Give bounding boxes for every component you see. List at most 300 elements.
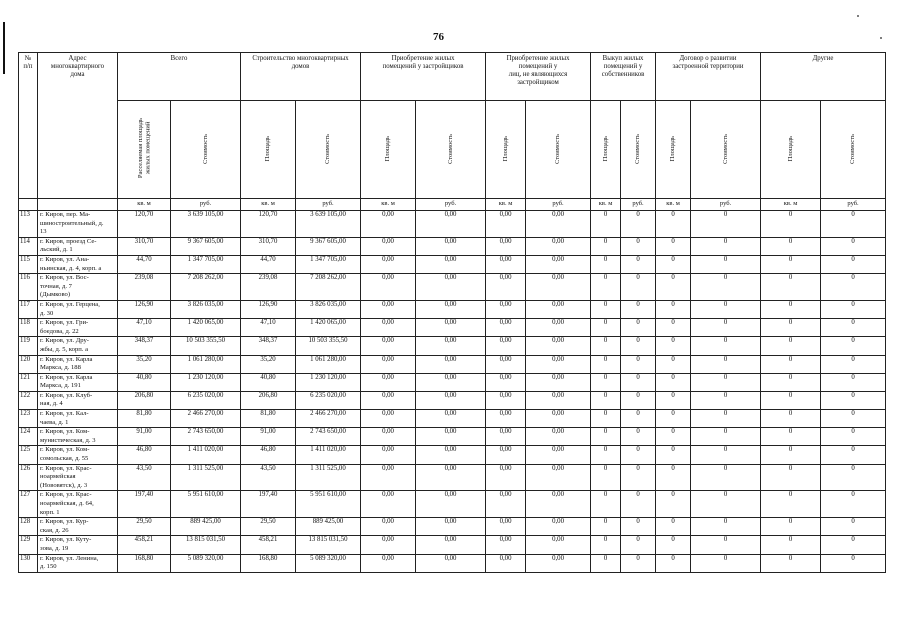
cell-value: 0 — [656, 491, 691, 518]
cell-value: 81,80 — [118, 410, 171, 428]
cell-value: 3 639 105,00 — [296, 211, 361, 238]
cell-value: 0,00 — [416, 300, 486, 318]
cell-value: 91,00 — [118, 428, 171, 446]
cell-value: 0 — [656, 319, 691, 337]
page-number: 76 — [433, 31, 444, 43]
cell-value: 0 — [656, 355, 691, 373]
cell-value: 0,00 — [416, 237, 486, 255]
cell-value: 0 — [621, 391, 656, 409]
cell-value: 5 951 610,00 — [171, 491, 241, 518]
cell-value: 0 — [591, 491, 621, 518]
cell-value: 168,80 — [118, 554, 171, 572]
cell-value: 0,00 — [486, 211, 526, 238]
cell-value: 13 815 031,50 — [296, 536, 361, 554]
cell-value: 0,00 — [416, 274, 486, 301]
cell-value: 0 — [591, 518, 621, 536]
cell-value: 0 — [621, 491, 656, 518]
header-sub-construction-area — [241, 101, 296, 199]
cell-value: 889 425,00 — [171, 518, 241, 536]
cell-value: 0 — [591, 237, 621, 255]
cell-value: 2 743 650,00 — [296, 428, 361, 446]
cell-value: 458,21 — [118, 536, 171, 554]
cell-value: 0 — [656, 274, 691, 301]
cell-value: 0 — [691, 319, 761, 337]
cell-row-number: 129 — [19, 536, 38, 554]
cell-value: 0,00 — [416, 391, 486, 409]
cell-value: 0 — [656, 373, 691, 391]
header-sub-other-cost — [821, 101, 886, 199]
cell-value: 0 — [591, 373, 621, 391]
cell-value: 348,37 — [241, 337, 296, 355]
unit-label: руб. — [821, 199, 886, 211]
cell-value: 0 — [761, 319, 821, 337]
cell-value: 0,00 — [486, 300, 526, 318]
cell-value: 0,00 — [526, 337, 591, 355]
cell-value: 0,00 — [416, 554, 486, 572]
cell-value: 5 089 320,00 — [296, 554, 361, 572]
cell-value: 0,00 — [361, 300, 416, 318]
cell-value: 0,00 — [416, 518, 486, 536]
units-blank — [19, 199, 38, 211]
cell-value: 0 — [821, 410, 886, 428]
cell-value: 889 425,00 — [296, 518, 361, 536]
cell-value: 0 — [761, 211, 821, 238]
cell-value: 0,00 — [361, 391, 416, 409]
header-group-development-agreement: Договор о развитии застроенной территории — [656, 53, 761, 101]
cell-value: 1 311 525,00 — [171, 464, 241, 491]
scan-speck — [880, 37, 882, 39]
cell-address: г. Киров, проезд Се- льский, д. 1 — [38, 237, 118, 255]
cell-value: 0 — [591, 446, 621, 464]
cell-value: 0 — [656, 300, 691, 318]
cell-value: 35,20 — [241, 355, 296, 373]
cell-value: 91,00 — [241, 428, 296, 446]
header-sub-label: Стоимость — [324, 133, 332, 164]
cell-value: 29,50 — [118, 518, 171, 536]
cell-value: 9 367 605,00 — [296, 237, 361, 255]
cell-value: 0,00 — [416, 428, 486, 446]
header-group-non-developer-purchase: Приобретение жилых помещений у лиц, не являющихся застройщиком — [486, 53, 591, 101]
cell-value: 0 — [821, 211, 886, 238]
cell-row-number: 114 — [19, 237, 38, 255]
cell-value: 0 — [761, 536, 821, 554]
cell-row-number: 124 — [19, 428, 38, 446]
cell-value: 0,00 — [526, 255, 591, 273]
cell-value: 0 — [621, 410, 656, 428]
cell-value: 0 — [691, 464, 761, 491]
table-row — [19, 300, 886, 318]
cell-value: 0 — [591, 255, 621, 273]
cell-value: 0,00 — [416, 355, 486, 373]
cell-address: г. Киров, ул. Ленина, д. 150 — [38, 554, 118, 572]
cell-value: 0 — [621, 355, 656, 373]
cell-value: 310,70 — [118, 237, 171, 255]
cell-value: 47,10 — [241, 319, 296, 337]
cell-value: 0,00 — [361, 554, 416, 572]
cell-value: 0,00 — [361, 355, 416, 373]
cell-value: 0 — [621, 446, 656, 464]
cell-value: 0,00 — [361, 518, 416, 536]
cell-value: 0,00 — [361, 410, 416, 428]
cell-value: 0 — [656, 428, 691, 446]
header-sub-label: Площадь — [384, 135, 392, 162]
unit-label: кв. м — [656, 199, 691, 211]
cell-value: 0,00 — [416, 410, 486, 428]
scan-edge-line — [3, 22, 5, 74]
header-sub-buyout-cost — [621, 101, 656, 199]
resettlement-table — [18, 52, 886, 573]
cell-value: 0 — [821, 255, 886, 273]
table-row — [19, 464, 886, 491]
cell-address: г. Киров, ул. Клуб- ная, д. 4 — [38, 391, 118, 409]
cell-value: 0,00 — [486, 428, 526, 446]
cell-value: 0 — [761, 300, 821, 318]
cell-value: 0,00 — [526, 391, 591, 409]
cell-value: 0 — [591, 428, 621, 446]
header-sub-total-area — [118, 101, 171, 199]
cell-value: 0 — [591, 410, 621, 428]
cell-value: 0,00 — [361, 536, 416, 554]
cell-value: 0 — [821, 300, 886, 318]
table-row — [19, 391, 886, 409]
unit-label: кв. м — [361, 199, 416, 211]
cell-value: 0,00 — [486, 355, 526, 373]
cell-value: 0 — [621, 428, 656, 446]
cell-value: 0,00 — [486, 373, 526, 391]
cell-value: 0 — [656, 337, 691, 355]
cell-value: 0 — [591, 536, 621, 554]
cell-value: 348,37 — [118, 337, 171, 355]
cell-address: г. Киров, ул. Ком- мунистическая, д. 3 — [38, 428, 118, 446]
cell-value: 0 — [821, 446, 886, 464]
table-row — [19, 554, 886, 572]
header-sub-label: Стоимость — [634, 133, 642, 164]
cell-value: 1 420 065,00 — [296, 319, 361, 337]
cell-value: 0 — [691, 391, 761, 409]
cell-value: 239,08 — [118, 274, 171, 301]
header-sub-label: Стоимость — [201, 133, 209, 164]
table-body — [19, 211, 886, 573]
unit-label: руб. — [526, 199, 591, 211]
cell-value: 0 — [821, 274, 886, 301]
header-sub-total-cost — [171, 101, 241, 199]
cell-value: 0,00 — [361, 446, 416, 464]
table-row — [19, 237, 886, 255]
cell-row-number: 113 — [19, 211, 38, 238]
unit-label: кв. м — [761, 199, 821, 211]
cell-value: 0 — [691, 518, 761, 536]
cell-value: 0,00 — [416, 337, 486, 355]
cell-value: 10 503 355,50 — [296, 337, 361, 355]
cell-value: 239,08 — [241, 274, 296, 301]
cell-value: 0 — [691, 300, 761, 318]
cell-value: 0,00 — [486, 255, 526, 273]
cell-value: 0 — [821, 428, 886, 446]
unit-label: руб. — [416, 199, 486, 211]
cell-value: 0 — [621, 536, 656, 554]
cell-value: 0 — [761, 410, 821, 428]
cell-value: 0,00 — [416, 211, 486, 238]
header-sub-agreement-cost — [691, 101, 761, 199]
header-sub-label: Площадь — [501, 135, 509, 162]
cell-value: 0,00 — [526, 355, 591, 373]
cell-value: 0,00 — [526, 237, 591, 255]
cell-address: г. Киров, ул. Карла Маркса, д. 188 — [38, 355, 118, 373]
cell-value: 10 503 355,50 — [171, 337, 241, 355]
cell-address: г. Киров, ул. Крас- ноармейская (Нововятск), д. 3 — [38, 464, 118, 491]
cell-value: 3 826 035,00 — [296, 300, 361, 318]
cell-value: 1 411 020,00 — [296, 446, 361, 464]
header-sub-label: Площадь — [264, 135, 272, 162]
cell-row-number: 118 — [19, 319, 38, 337]
cell-value: 0 — [656, 410, 691, 428]
table-row — [19, 337, 886, 355]
cell-value: 13 815 031,50 — [171, 536, 241, 554]
cell-value: 0 — [621, 518, 656, 536]
cell-row-number: 119 — [19, 337, 38, 355]
cell-value: 0 — [691, 491, 761, 518]
cell-value: 0 — [656, 446, 691, 464]
cell-address: г. Киров, пер. Ма- шиностроительный, д. 13 — [38, 211, 118, 238]
cell-row-number: 117 — [19, 300, 38, 318]
cell-value: 0,00 — [526, 373, 591, 391]
cell-value: 0,00 — [486, 410, 526, 428]
header-address: Адрес многоквартирного дома — [38, 53, 118, 199]
cell-value: 2 743 650,00 — [171, 428, 241, 446]
cell-value: 0,00 — [486, 391, 526, 409]
cell-value: 0,00 — [526, 518, 591, 536]
header-sub-buyout-area — [591, 101, 621, 199]
cell-value: 40,80 — [118, 373, 171, 391]
cell-value: 0,00 — [361, 491, 416, 518]
cell-value: 0 — [821, 237, 886, 255]
cell-value: 40,80 — [241, 373, 296, 391]
cell-value: 0 — [761, 491, 821, 518]
cell-value: 1 420 065,00 — [171, 319, 241, 337]
cell-value: 0,00 — [416, 464, 486, 491]
cell-value: 0 — [761, 446, 821, 464]
cell-value: 0 — [591, 319, 621, 337]
cell-value: 0 — [821, 319, 886, 337]
cell-value: 0 — [691, 554, 761, 572]
table-row — [19, 255, 886, 273]
cell-value: 0 — [761, 255, 821, 273]
cell-value: 126,90 — [241, 300, 296, 318]
header-sub-other-area — [761, 101, 821, 199]
cell-row-number: 115 — [19, 255, 38, 273]
cell-row-number: 125 — [19, 446, 38, 464]
cell-value: 0 — [621, 464, 656, 491]
cell-row-number: 122 — [19, 391, 38, 409]
units-blank — [38, 199, 118, 211]
cell-value: 1 061 280,00 — [171, 355, 241, 373]
cell-value: 0 — [691, 536, 761, 554]
cell-address: г. Киров, ул. Крас- ноармейская, д. 64, корп. 1 — [38, 491, 118, 518]
cell-value: 0 — [621, 337, 656, 355]
cell-value: 43,50 — [241, 464, 296, 491]
header-group-other: Другие — [761, 53, 886, 101]
cell-value: 310,70 — [241, 237, 296, 255]
cell-value: 0 — [621, 554, 656, 572]
cell-value: 0,00 — [526, 491, 591, 518]
cell-value: 0 — [761, 355, 821, 373]
cell-value: 0 — [691, 355, 761, 373]
cell-value: 1 411 020,00 — [171, 446, 241, 464]
unit-label: кв. м — [118, 199, 171, 211]
cell-value: 46,80 — [241, 446, 296, 464]
cell-value: 0 — [621, 300, 656, 318]
header-sub-label: Стоимость — [446, 133, 454, 164]
cell-row-number: 121 — [19, 373, 38, 391]
cell-value: 0,00 — [361, 464, 416, 491]
cell-value: 0 — [691, 446, 761, 464]
cell-value: 9 367 605,00 — [171, 237, 241, 255]
header-row-subcolumns — [19, 101, 886, 199]
table-row — [19, 355, 886, 373]
cell-value: 0 — [821, 464, 886, 491]
cell-value: 0,00 — [526, 446, 591, 464]
header-sub-label: Стоимость — [554, 133, 562, 164]
cell-value: 3 639 105,00 — [171, 211, 241, 238]
cell-value: 0 — [656, 391, 691, 409]
cell-value: 0,00 — [416, 319, 486, 337]
cell-value: 0 — [691, 410, 761, 428]
cell-value: 0,00 — [486, 237, 526, 255]
cell-value: 0 — [821, 337, 886, 355]
cell-address: г. Киров, ул. Кал- чаева, д. 1 — [38, 410, 118, 428]
cell-value: 3 826 035,00 — [171, 300, 241, 318]
cell-value: 120,70 — [241, 211, 296, 238]
header-sub-developer-cost — [416, 101, 486, 199]
cell-value: 120,70 — [118, 211, 171, 238]
cell-value: 81,80 — [241, 410, 296, 428]
cell-value: 1 347 705,00 — [171, 255, 241, 273]
cell-value: 0,00 — [486, 446, 526, 464]
unit-label: руб. — [171, 199, 241, 211]
cell-value: 0 — [761, 518, 821, 536]
cell-value: 0 — [821, 373, 886, 391]
cell-value: 0 — [591, 274, 621, 301]
cell-address: г. Киров, ул. Герцена, д. 30 — [38, 300, 118, 318]
cell-value: 197,40 — [118, 491, 171, 518]
cell-value: 0,00 — [361, 274, 416, 301]
cell-value: 0,00 — [526, 536, 591, 554]
cell-value: 1 230 120,00 — [296, 373, 361, 391]
cell-value: 35,20 — [118, 355, 171, 373]
cell-value: 197,40 — [241, 491, 296, 518]
cell-value: 7 208 262,00 — [171, 274, 241, 301]
cell-value: 0,00 — [526, 319, 591, 337]
cell-value: 0,00 — [486, 491, 526, 518]
unit-label: кв. м — [486, 199, 526, 211]
cell-value: 0,00 — [486, 274, 526, 301]
table-row — [19, 373, 886, 391]
cell-address: г. Киров, ул. Кур- ская, д. 26 — [38, 518, 118, 536]
cell-value: 29,50 — [241, 518, 296, 536]
cell-value: 1 311 525,00 — [296, 464, 361, 491]
cell-value: 0 — [691, 337, 761, 355]
cell-value: 0,00 — [416, 536, 486, 554]
cell-value: 7 208 262,00 — [296, 274, 361, 301]
cell-value: 6 235 020,00 — [296, 391, 361, 409]
header-sub-non-developer-cost — [526, 101, 591, 199]
cell-value: 0 — [821, 491, 886, 518]
cell-value: 0,00 — [486, 554, 526, 572]
cell-value: 0,00 — [486, 337, 526, 355]
cell-value: 0 — [656, 518, 691, 536]
cell-value: 0,00 — [526, 274, 591, 301]
cell-value: 458,21 — [241, 536, 296, 554]
cell-value: 0 — [761, 274, 821, 301]
cell-value: 6 235 020,00 — [171, 391, 241, 409]
cell-value: 0,00 — [361, 373, 416, 391]
cell-address: г. Киров, ул. Вос- точная, д. 7 (Дымково) — [38, 274, 118, 301]
cell-row-number: 123 — [19, 410, 38, 428]
cell-value: 2 466 270,00 — [171, 410, 241, 428]
cell-address: г. Киров, ул. Куту- зова, д. 19 — [38, 536, 118, 554]
cell-value: 0 — [621, 255, 656, 273]
cell-value: 0 — [591, 300, 621, 318]
cell-value: 0,00 — [361, 337, 416, 355]
cell-value: 0,00 — [526, 300, 591, 318]
unit-label: руб. — [691, 199, 761, 211]
scan-speck — [857, 15, 859, 17]
header-sub-construction-cost — [296, 101, 361, 199]
cell-row-number: 128 — [19, 518, 38, 536]
cell-value: 0 — [656, 255, 691, 273]
cell-row-number: 130 — [19, 554, 38, 572]
cell-value: 0 — [656, 536, 691, 554]
cell-value: 0,00 — [416, 373, 486, 391]
cell-value: 0 — [761, 391, 821, 409]
cell-value: 0 — [591, 211, 621, 238]
cell-value: 0 — [761, 554, 821, 572]
cell-row-number: 120 — [19, 355, 38, 373]
cell-value: 168,80 — [241, 554, 296, 572]
table-row — [19, 211, 886, 238]
cell-value: 46,80 — [118, 446, 171, 464]
cell-value: 0,00 — [361, 237, 416, 255]
header-row-groups — [19, 53, 886, 101]
cell-value: 0 — [821, 391, 886, 409]
cell-value: 0,00 — [526, 464, 591, 491]
header-number: № п/п — [19, 53, 38, 199]
cell-value: 0 — [691, 373, 761, 391]
cell-row-number: 116 — [19, 274, 38, 301]
header-sub-label: Стоимость — [721, 133, 729, 164]
cell-value: 0 — [691, 428, 761, 446]
cell-value: 0 — [621, 211, 656, 238]
cell-value: 126,90 — [118, 300, 171, 318]
cell-address: г. Киров, ул. Карла Маркса, д. 191 — [38, 373, 118, 391]
cell-value: 0,00 — [486, 464, 526, 491]
header-sub-label: Стоимость — [849, 133, 857, 164]
cell-address: г. Киров, ул. Гри- боедова, д. 22 — [38, 319, 118, 337]
table-row — [19, 274, 886, 301]
cell-value: 0,00 — [526, 428, 591, 446]
table-row — [19, 319, 886, 337]
cell-value: 0 — [691, 211, 761, 238]
cell-value: 0,00 — [361, 428, 416, 446]
cell-value: 0 — [691, 237, 761, 255]
cell-value: 43,50 — [118, 464, 171, 491]
table-row — [19, 446, 886, 464]
table-row — [19, 518, 886, 536]
header-group-total: Всего — [118, 53, 241, 101]
cell-value: 0 — [821, 355, 886, 373]
cell-value: 2 466 270,00 — [296, 410, 361, 428]
cell-address: г. Киров, ул. Ана- ньинская, д. 4, корп. а — [38, 255, 118, 273]
